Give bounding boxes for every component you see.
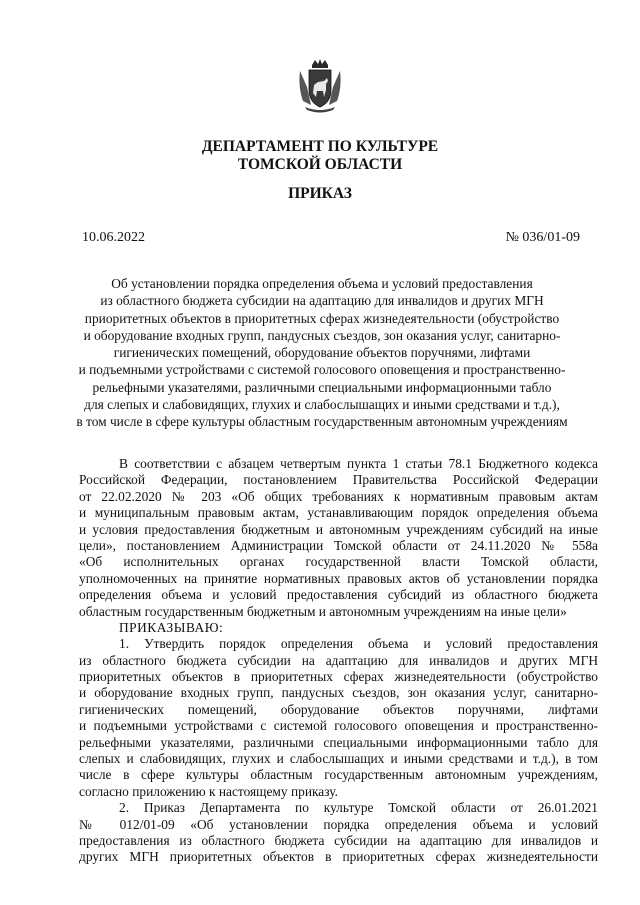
body-line: слепых и слабовидящих, глухих и слабослышащих и иными средствами и т.д.), в том	[79, 751, 598, 767]
body-line: и условия предоставления бюджетным и автономным учреждениям субсидий на иные	[79, 521, 598, 537]
body-line: Российской Федерации, постановлением Правительства Российской Федерации	[79, 472, 598, 488]
document-date: 10.06.2022	[82, 230, 145, 245]
body-line: гигиенических помещений, оборудование объектов поручнями, лифтами	[79, 701, 598, 717]
body-line: В соответствии с абзацем четвертым пункта 1 статьи 78.1 Бюджетного кодекса	[119, 456, 598, 471]
department-name-line1: ДЕПАРТАМЕНТ ПО КУЛЬТУРЕ	[201, 138, 439, 155]
body-line: цели», постановлением Администрации Томской области от 24.11.2020 № 558а	[79, 537, 598, 553]
document-body	[79, 456, 598, 866]
body-line: предоставления из областного бюджета субсидии на адаптацию для инвалидов и	[79, 832, 598, 848]
document-type: ПРИКАЗ	[288, 185, 352, 202]
document-title	[60, 275, 584, 431]
body-line: и подъемными устройствами с системой голосового оповещения и пространственно-	[79, 718, 598, 734]
body-line: рельефными указателями, различными специальными информационными табло для	[79, 734, 598, 750]
body-line: от 22.02.2020 № 203 «Об общих требованиях к нормативным правовым актам	[79, 488, 598, 504]
body-line: других МГН приоритетных объектов в приоритетных сферах жизнедеятельности	[79, 849, 598, 865]
title-line: и оборудование входных групп, пандусных съездов, зон оказания услуг, санитарно-	[83, 327, 561, 343]
title-line: и подъемными устройствами с системой голосового оповещения и пространственно-	[78, 362, 566, 378]
body-line: 2. Приказ Департамента по культуре Томской области от 26.01.2021	[119, 800, 598, 816]
title-line: из областного бюджета субсидии на адаптацию для инвалидов и других МГН	[100, 293, 544, 309]
title-line: рельефными указателями, различными специальными информационными табло	[92, 379, 552, 395]
body-line: согласно приложению к настоящему приказу.	[79, 783, 338, 799]
body-line: и оборудование входных групп, пандусных съездов, зон оказания услуг, санитарно-	[79, 685, 598, 701]
title-line: Об установлении порядка определения объема и условий предоставления	[111, 276, 533, 291]
body-line: уполномоченных на принятие нормативных правовых актов об установлении порядка	[79, 570, 598, 586]
title-line: гигиенических помещений, оборудование объектов поручнями, лифтами	[113, 345, 531, 361]
body-line: из областного бюджета субсидии на адаптацию для инвалидов и других МГН	[79, 652, 598, 668]
document-number: № 036/01-09	[505, 230, 580, 245]
body-line: «Об исполнительных органах государственной власти Томской области,	[79, 554, 598, 570]
body-line: и муниципальным правовым актам, устанавливающим порядок определения объема	[79, 505, 598, 521]
title-line: в том числе в сфере культуры областным государственным автономным учреждениям	[76, 414, 568, 430]
body-line: № 012/01-09 «Об установлении порядка определения объема и условий	[79, 816, 598, 832]
body-line: 1. Утвердить порядок определения объема и условий предоставления	[119, 636, 598, 652]
body-line: числе в сфере культуры областным государственным автономным учреждениям,	[79, 767, 598, 783]
body-line: приоритетных объектов в приоритетных сферах жизнедеятельности (обустройство	[79, 669, 598, 685]
coat-of-arms-icon	[297, 57, 343, 113]
body-line: областным государственным бюджетным и автономным учреждениям на иные цели»	[79, 603, 567, 619]
department-name-line2: ТОМСКОЙ ОБЛАСТИ	[237, 156, 403, 173]
title-line: для слепых и слабовидящих, глухих и слабослышащих и иными средствами и т.д.),	[84, 397, 560, 413]
order-keyword: ПРИКАЗЫВАЮ:	[119, 619, 224, 635]
title-line: приоритетных объектов в приоритетных сферах жизнедеятельности (обустройство	[84, 310, 560, 326]
body-line: определения объема и условий предоставления субсидий из областного бюджета	[79, 587, 598, 603]
